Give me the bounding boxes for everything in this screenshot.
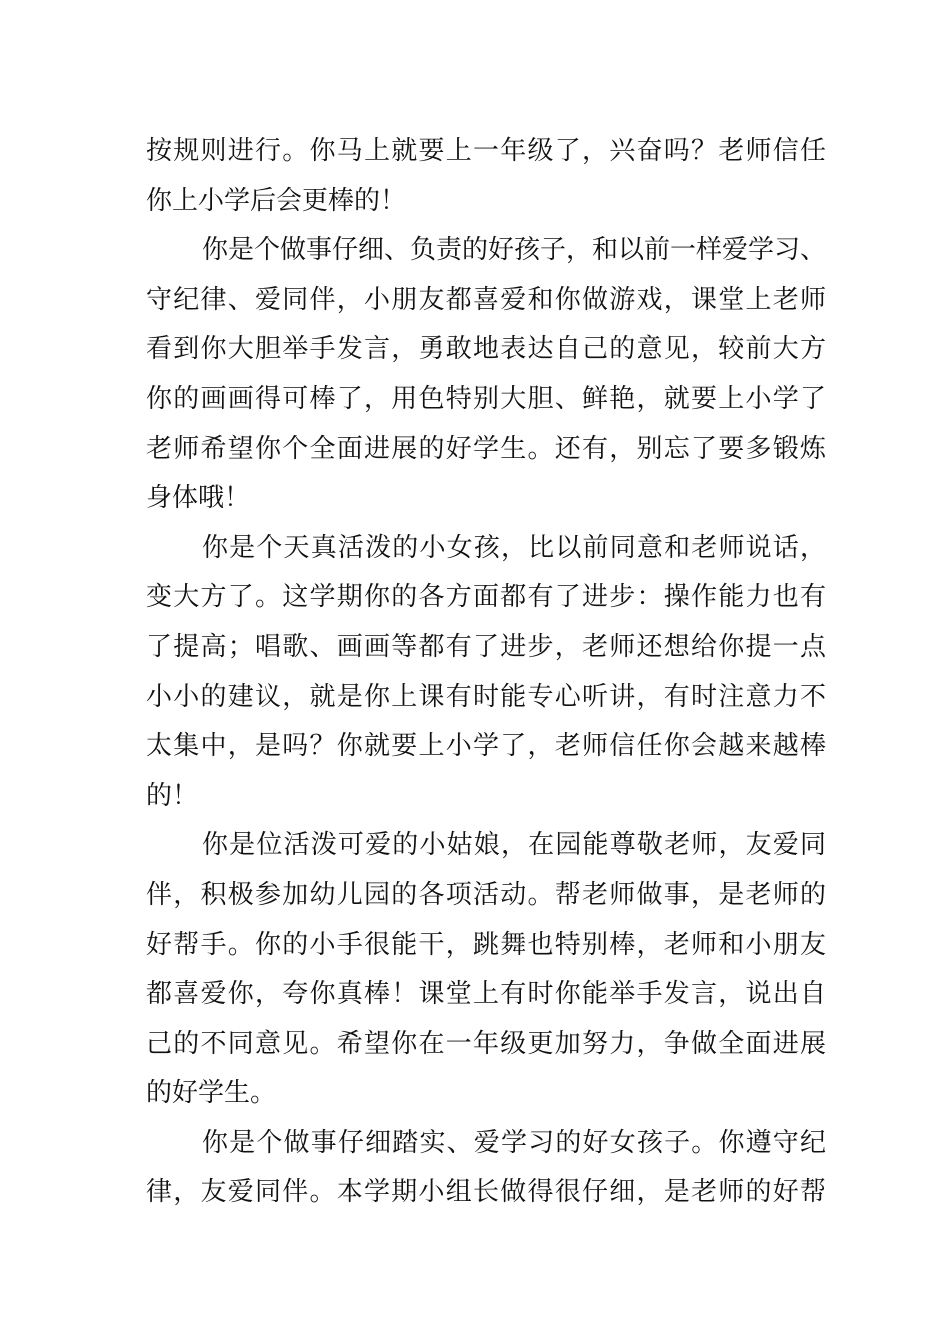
text-line: 己的不同意见。希望你在一年级更加努力，争做全面进展 bbox=[146, 1028, 826, 1059]
text-line: 变大方了。这学期你的各方面都有了进步：操作能力也有 bbox=[146, 582, 826, 613]
text-line: 好帮手。你的小手很能干，跳舞也特别棒，老师和小朋友 bbox=[146, 929, 826, 960]
text-line: 守纪律、爱同伴，小朋友都喜爱和你做游戏，课堂上老师 bbox=[146, 284, 826, 315]
paragraph-first-line: 你是个做事仔细、负责的好孩子，和以前一样爱学习、 bbox=[202, 235, 827, 266]
text-line: 伴，积极参加幼儿园的各项活动。帮老师做事，是老师的 bbox=[146, 879, 826, 910]
text-line: 老师希望你个全面进展的好学生。还有，别忘了要多锻炼 bbox=[146, 433, 826, 464]
text-line: 的好学生。 bbox=[146, 1078, 277, 1109]
document-body bbox=[146, 127, 826, 1218]
text-line: 的！ bbox=[146, 780, 199, 811]
text-line: 身体哦！ bbox=[146, 483, 251, 514]
paragraph-first-line: 你是位活泼可爱的小姑娘，在园能尊敬老师，友爱同 bbox=[202, 830, 826, 861]
text-line: 小小的建议，就是你上课有时能专心听讲，有时注意力不 bbox=[146, 681, 826, 712]
text-line: 按规则进行。你马上就要上一年级了，兴奋吗？老师信任 bbox=[146, 136, 826, 166]
text-line: 你的画画得可棒了，用色特别大胆、鲜艳，就要上小学了 bbox=[146, 383, 826, 414]
text-line: 你上小学后会更棒的！ bbox=[146, 185, 407, 216]
text-line: 律，友爱同伴。本学期小组长做得很仔细，是老师的好帮 bbox=[146, 1177, 826, 1208]
text-line: 了提高；唱歌、画画等都有了进步，老师还想给你提一点 bbox=[146, 631, 826, 662]
text-line: 太集中，是吗？你就要上小学了，老师信任你会越来越棒 bbox=[146, 731, 826, 762]
text-line: 看到你大胆举手发言，勇敢地表达自己的意见，较前大方 bbox=[146, 334, 826, 365]
paragraph-first-line: 你是个天真活泼的小女孩，比以前同意和老师说话， bbox=[202, 532, 826, 563]
text-line: 都喜爱你，夸你真棒！课堂上有时你能举手发言，说出自 bbox=[146, 979, 826, 1010]
paragraph-first-line: 你是个做事仔细踏实、爱学习的好女孩子。你遵守纪 bbox=[202, 1127, 826, 1158]
